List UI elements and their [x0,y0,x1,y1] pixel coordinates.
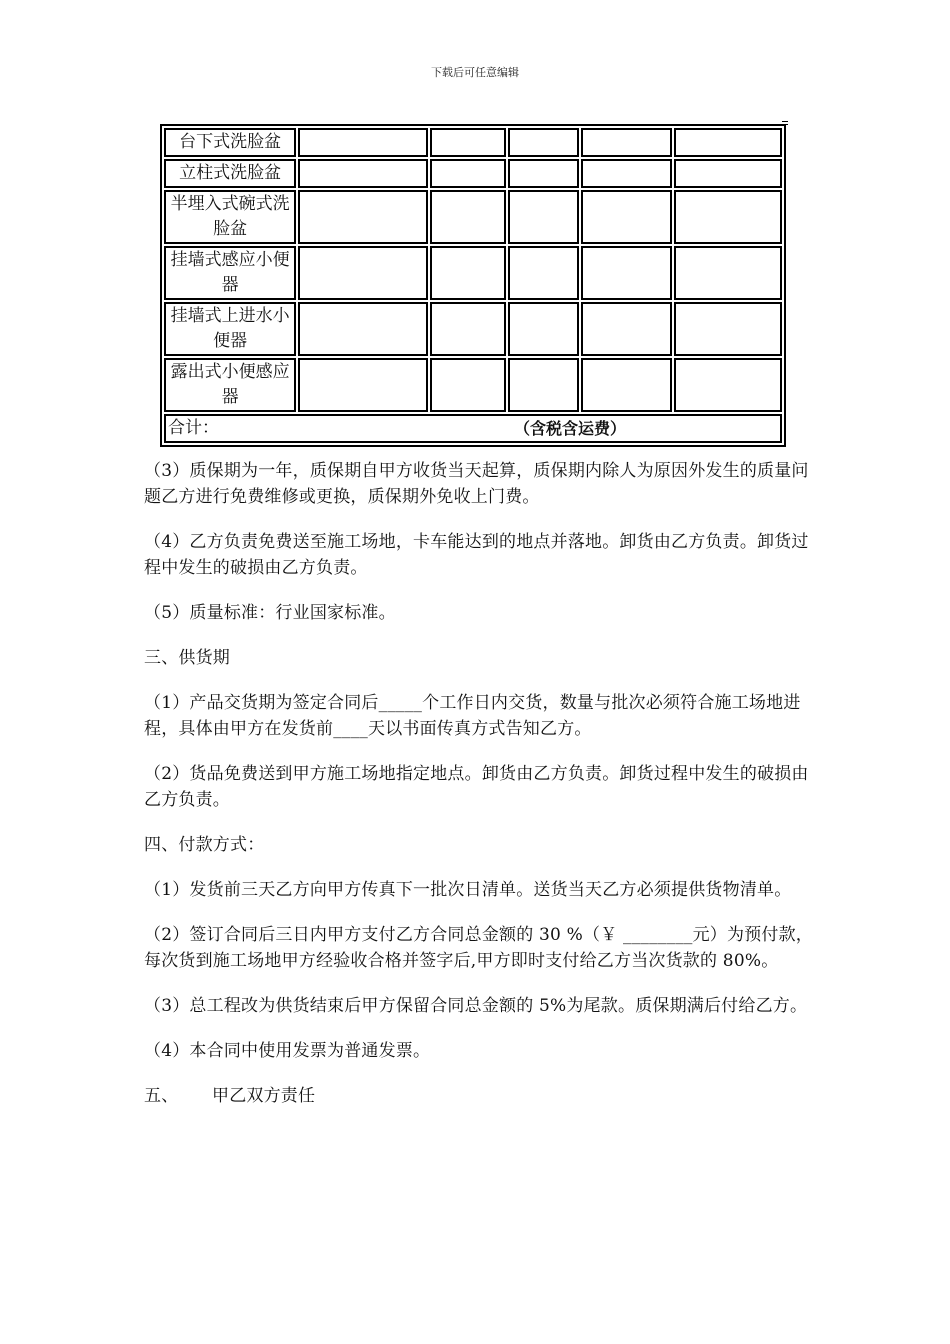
page-header-note: 下载后可任意编辑 [431,66,519,79]
table-row [164,302,782,356]
table-cell [430,358,505,412]
product-table-wrap [160,124,786,447]
product-name-cell: 露出式小便感应器 [164,358,296,412]
table-cell [674,128,782,157]
table-cell [581,358,673,412]
table-row [164,128,782,157]
table-cell [430,159,505,188]
product-name-cell: 半埋入式碗式洗脸盆 [164,190,296,244]
clause-warranty: （3）质保期为一年，质保期自甲方收货当天起算，质保期内除人为原因外发生的质量问题乙方进行免费维修或更换，质保期外免收上门费。 [144,461,809,507]
total-cell [164,414,782,443]
table-cell [581,302,673,356]
total-note: （含税含运费） [514,419,627,438]
table-total-row [164,414,782,443]
clause-quality-standard: （5）质量标准：行业国家标准。 [144,603,396,623]
table-cell [430,128,505,157]
table-cell [508,246,579,300]
table-cell [430,302,505,356]
table-cell [508,358,579,412]
product-name-cell: 台下式洗脸盆 [164,128,296,157]
section-heading-payment: 四、付款方式： [144,835,265,855]
contract-body [144,458,814,1128]
product-name-cell: 立柱式洗脸盆 [164,159,296,188]
clause-free-delivery: （2）货品免费送到甲方施工场地指定地点。卸货由乙方负责。卸货过程中发生的破损由乙方负责。 [144,764,809,810]
clause-delivery-site: （4）乙方负责免费送至施工场地，卡车能达到的地点并落地。卸货由乙方负责。卸货过程中发生的破损由乙方负责。 [144,532,809,578]
table-row [164,246,782,300]
table-cell [581,159,673,188]
clause-invoice: （4）本合同中使用发票为普通发票。 [144,1041,431,1061]
table-cell [430,190,505,244]
table-cell [581,246,673,300]
table-cell [581,190,673,244]
table-row [164,190,782,244]
product-table [160,124,786,447]
table-cell [581,128,673,157]
table-cell [508,159,579,188]
table-cell [430,246,505,300]
table-cell [298,190,428,244]
clause-retention: （3）总工程改为供货结束后甲方保留合同总金额的 5%为尾款。质保期满后付给乙方。 [144,996,808,1016]
table-cell [298,302,428,356]
table-cell [298,246,428,300]
table-cell [298,159,428,188]
table-cell [674,246,782,300]
clause-prepayment: （2）签订合同后三日内甲方支付乙方合同总金额的 30 %（￥ ________元）为预付款，每次货到施工场地甲方经验收合格并签字后,甲方即时支付给乙方当次货款的 80%。 [144,925,814,971]
table-cell [674,358,782,412]
table-cell [508,128,579,157]
clause-delivery-time: （1）产品交货期为签定合同后_____个工作日内交货，数量与批次必须符合施工场地进程，具体由甲方在发货前____天以书面传真方式告知乙方。 [144,693,801,739]
table-cell [674,159,782,188]
table-cell [508,302,579,356]
section-heading-responsibilities: 五、 甲乙双方责任 [144,1086,316,1106]
table-corner-mark [782,121,788,125]
clause-fax-list: （1）发货前三天乙方向甲方传真下一批次日清单。送货当天乙方必须提供货物清单。 [144,880,792,900]
table-row [164,159,782,188]
table-cell [298,128,428,157]
product-name-cell: 挂墙式感应小便器 [164,246,296,300]
table-cell [508,190,579,244]
table-row [164,358,782,412]
table-cell [674,190,782,244]
total-label: 合计： [168,418,219,438]
table-cell [674,302,782,356]
section-heading-supply-period: 三、供货期 [144,648,230,668]
table-cell [298,358,428,412]
product-name-cell: 挂墙式上进水小便器 [164,302,296,356]
